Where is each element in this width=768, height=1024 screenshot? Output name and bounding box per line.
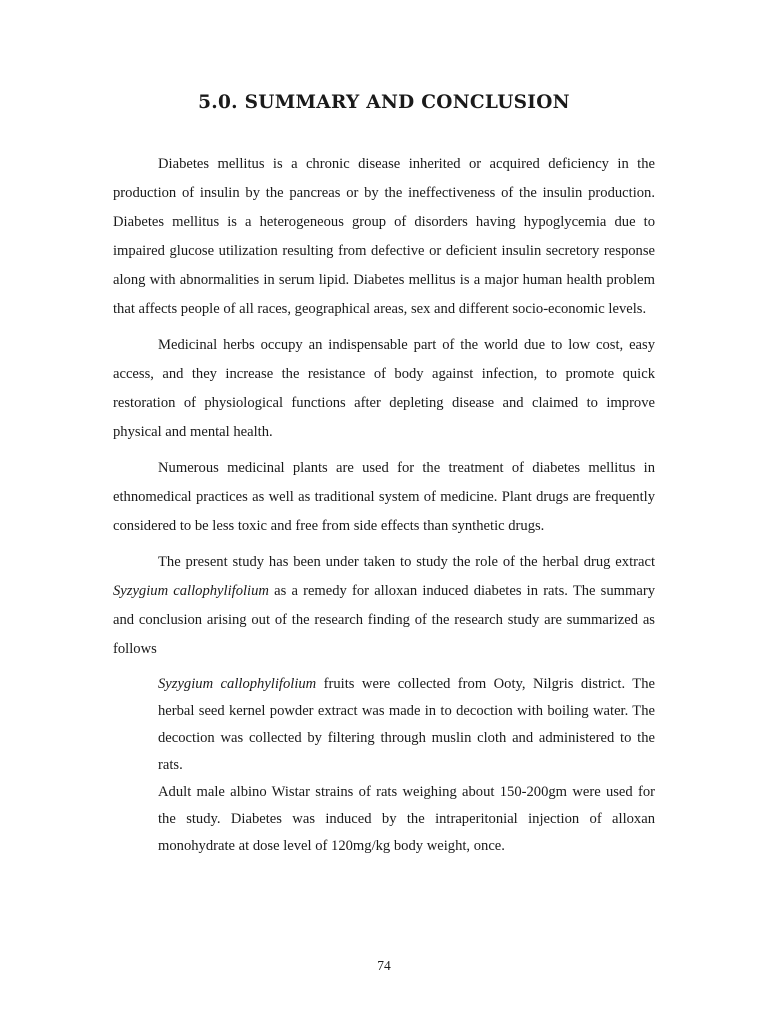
paragraph-4 <box>113 548 655 664</box>
page-number: 74 <box>377 958 391 973</box>
paragraph-1-text: Diabetes mellitus is a chronic disease inherited or acquired deficiency in the production of insulin by the pancreas or by the ineffectiveness of the insulin production. Diabetes mellitus is a heterogeneous group of disorders having hypoglycemia due to impaired glucose utilization resulting from defective or deficient insulin secretory response along with abnormalities in serum lipid. Diabetes mellitus is a major human health problem that affects people of all races, geographical areas, sex and different socio-economic levels. <box>113 156 655 317</box>
paragraph-1 <box>113 150 655 324</box>
bullet-1-species-name: Syzygium callophylifolium <box>158 676 317 692</box>
section-heading: 5.0. SUMMARY AND CONCLUSION <box>198 92 570 113</box>
species-name: Syzygium callophylifolium <box>113 583 269 599</box>
paragraph-2 <box>113 331 655 447</box>
paragraph-3-text: Numerous medicinal plants are used for the treatment of diabetes mellitus in ethnomedical practices as well as traditional system of medicine. Plant drugs are frequently considered to be less toxic and free from side effects than synthetic drugs. <box>113 460 655 534</box>
paragraph-3 <box>113 454 655 541</box>
bullet-1-text: fruits were collected from Ooty, Nilgris district. The herbal seed kernel powder extract was made in to decoction with boiling water. The decoction was collected by filtering through muslin cloth and administered to the rats. <box>158 676 655 773</box>
paragraph-4-text-before: The present study has been under taken to study the role of the herbal drug extract <box>158 554 655 570</box>
summary-bullet-list <box>113 671 655 860</box>
paragraph-2-text: Medicinal herbs occupy an indispensable part of the world due to low cost, easy access, and they increase the resistance of body against infection, to promote quick restoration of physiological functions after depleting disease and claimed to improve physical and mental health. <box>113 337 655 440</box>
bullet-2-text: Adult male albino Wistar strains of rats weighing about 150-200gm were used for the study. Diabetes was induced by the intraperitonial injection of alloxan monohydrate at dose level of 120mg/kg body weight, once. <box>158 784 655 854</box>
bullet-item-2 <box>113 779 655 860</box>
bullet-item-1 <box>113 671 655 779</box>
paragraph-4-text-after: as a remedy for alloxan induced diabetes in rats. The summary and conclusion arising out of the research finding of the research study are summarized as follows <box>113 583 655 657</box>
body-text <box>113 150 655 860</box>
